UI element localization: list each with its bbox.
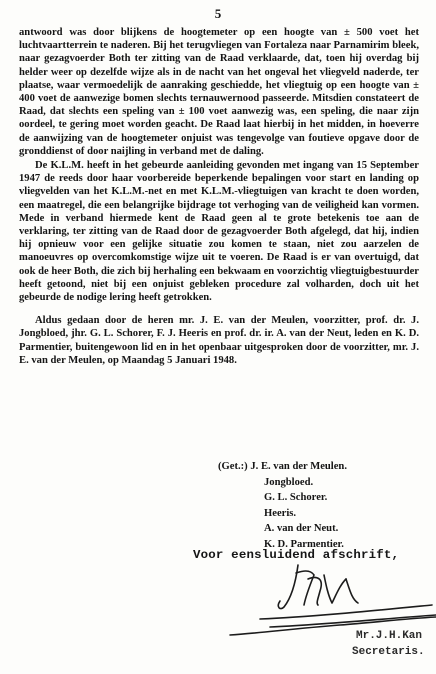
- paragraph-council-verdict: Aldus gedaan door de heren mr. J. E. van der Meulen, voorzitter, prof. dr. J. Jongbloed, jhr. G. L. Schorer, F. J. Heeris en prof. dr. ir. A. van der Neut, leden en K. D. Parmentier, buitengewoon lid en in het openbaar uitgesproken door de voorzitter, mr. J. E. van der Meulen, op Maandag 5 Januari 1948.: [19, 315, 419, 366]
- signature-member: Jongbloed.: [264, 476, 314, 488]
- certified-copy-stamp: Voor eensluidend afschrift,: [193, 548, 400, 562]
- paragraph-klm-measures: De K.L.M. heeft in het gebeurde aanleiding gevonden met ingang van 15 September 1947 de reeds door haar voorbereide beperkende bepalingen voor start en landing op vliegvelden van het K.L.M.-net en met K.L.M.-vliegtuigen van kracht te doen worden, een maatregel, die een belangrijke bijdrage tot verhoging van de veiligheid kan vormen. Mede in verband hiermede kent de Raad geen al te grote betekenis toe aan de verklaring, ter zitting van de Raad door de gezagvoerder Both afgelegd, dat hij, indien hij opnieuw voor een gelijke situatie zou komen te staan, niet zou aarzelen de manoeuvres op overcomkomstige wijze uit te voeren. De Raad is er van overtuigd, dat ook de heer Both, die zich bij herhaling een bekwaam en voorzichtig vliegtuigbestuurder heeft getoond, niet bij een onjuist gebleken procedure zal volharden, doch uit het gebeurde de nodige lering heeft getrokken.: [19, 160, 419, 304]
- signature-list: [218, 459, 428, 553]
- document-body: [19, 26, 419, 367]
- signature-extraordinary-member: K. D. Parmentier.: [264, 538, 344, 550]
- signature-chairman: (Get.:) J. E. van der Meulen.: [218, 461, 347, 472]
- signer-name-stamp: Mr.J.H.Kan: [356, 630, 423, 642]
- paragraph-altitude-findings: antwoord was door blijkens de hoogtemeter op een hoogte van ± 500 voet het luchtvaartterrein te naderen. Bij het terugvliegen van Fortaleza naar Parnamirim bleek, naar gezagvoerder Both ter zitting van de Raad verklaarde, dat, toen hij overdag bij helder weer op dezelfde wijze als in de nacht van het ongeval het vliegveld naderde, ter plaatse, waar vermoedelijk de aanraking geschiedde, het vliegtuig op een hoogte van ± 400 voet de aanwezige bomen slechts ternauwernood passeerde. Mitsdien constateert de Raad, dat slechts een speling van ± 100 voet aanwezig was, een speling, die naar zijn oordeel, te gering moet worden geacht. De Raad laat hierbij in het midden, in hoeverre de aanwijzing van de hoogtemeter onjuist was tengevolge van foutieve opgave door de gronddienst of door naijling in verband met de daling.: [19, 27, 419, 157]
- signature-member: Heeris.: [264, 507, 297, 519]
- signature-member: G. L. Schorer.: [264, 492, 328, 504]
- page-number: 5: [214, 6, 222, 21]
- signature-member: A. van der Neut.: [264, 523, 339, 535]
- signer-title-stamp: Secretaris.: [352, 646, 425, 658]
